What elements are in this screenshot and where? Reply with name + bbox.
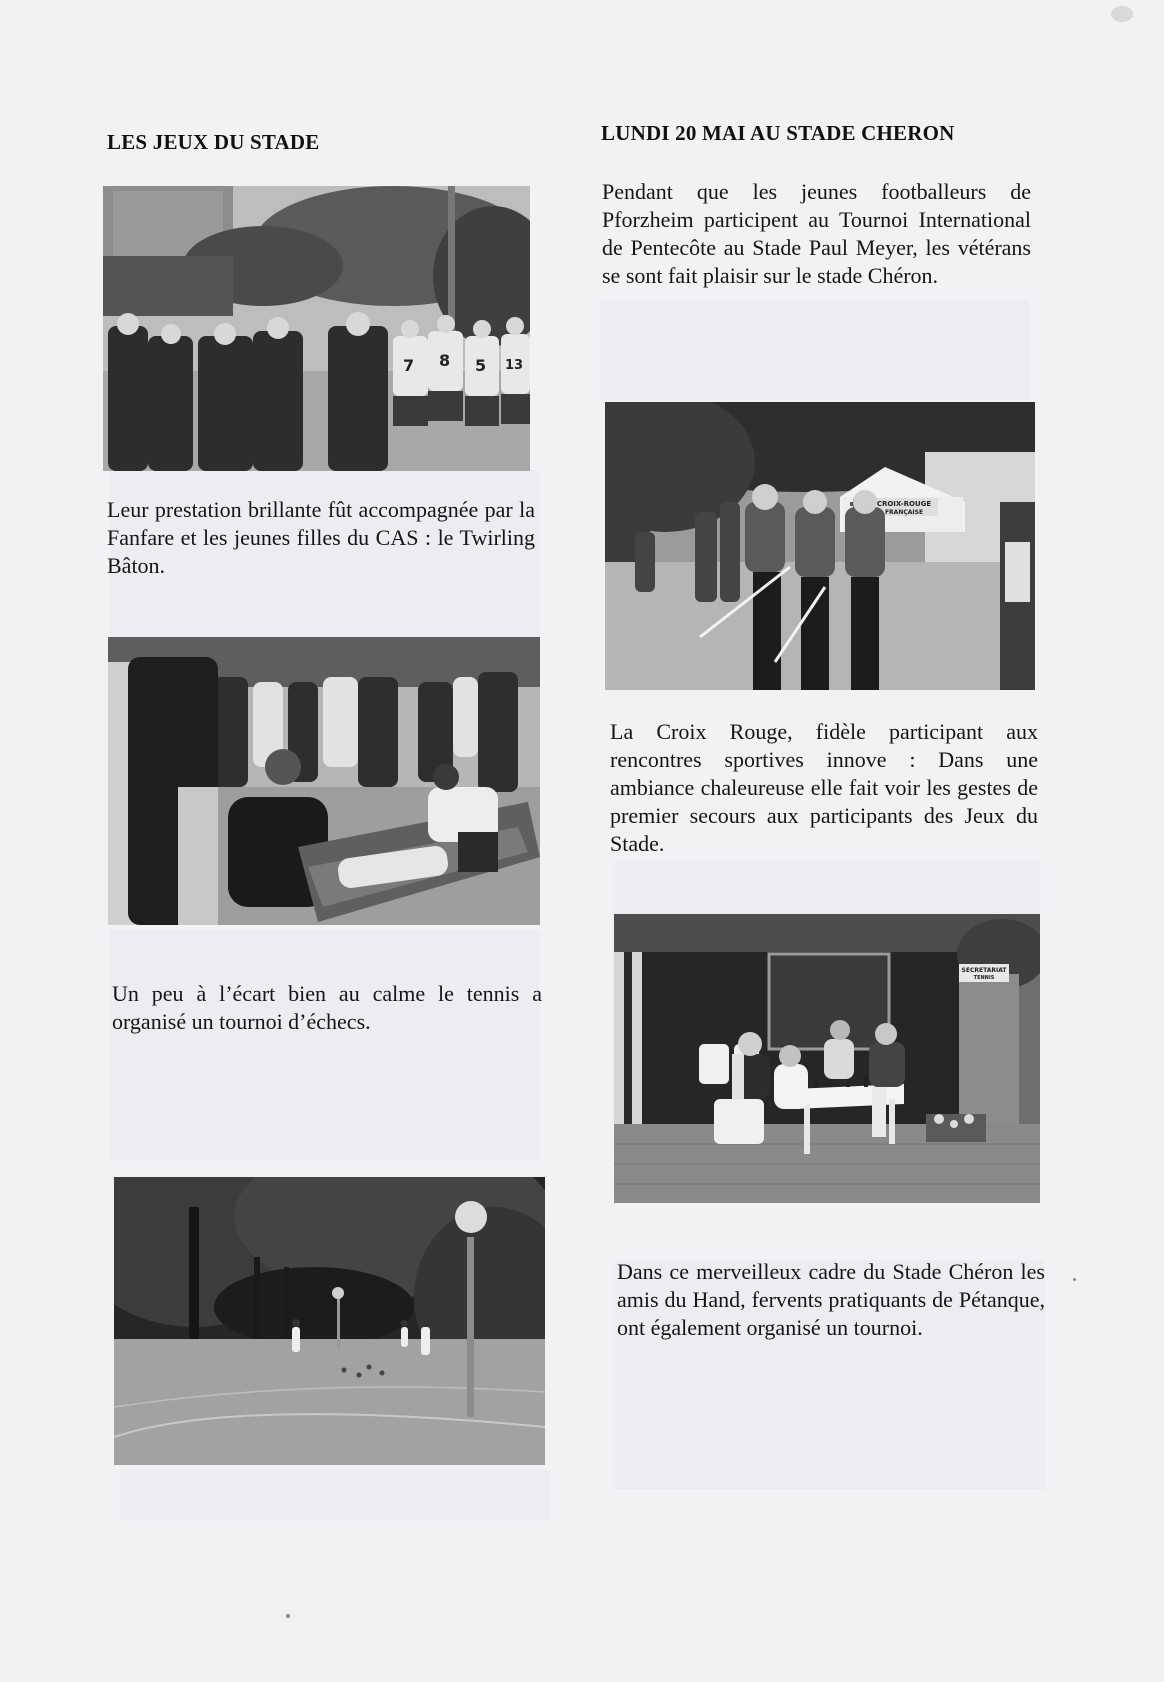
bleed-through-block <box>600 300 1030 400</box>
scan-speck <box>1111 6 1133 22</box>
right-heading: LUNDI 20 MAI AU STADE CHERON <box>601 121 955 145</box>
photo-twirling-baton <box>605 402 1035 690</box>
caption-fanfare: Leur prestation brillante fût accompagnée par la Fanfare et les jeunes filles du CAS : le Twirling Bâton. <box>107 497 535 578</box>
scan-speck <box>1073 1278 1076 1281</box>
bleed-through-block <box>120 1470 550 1520</box>
red-cross-tent-sign: CROIX-ROUGE <box>876 500 932 508</box>
caption-red-cross: La Croix Rouge, fidèle participant aux rencontres sportives innove : Dans une ambiance chaleureuse elle fait voir les gestes de premier secours aux participants des Jeux du Stade. <box>610 719 1038 856</box>
tennis-sign: TENNIS <box>973 975 995 981</box>
photo-chess-tournament <box>614 914 1040 1203</box>
caption-chess: Un peu à l’écart bien au calme le tennis a organisé un tournoi d’échecs. <box>112 981 542 1034</box>
photo-first-aid-demo <box>108 637 540 925</box>
jersey-number: 5 <box>475 356 487 375</box>
red-cross-tent-sign: FRANÇAISE <box>884 509 924 516</box>
photo-veterans-football <box>103 186 530 471</box>
photo-petanque <box>114 1177 545 1465</box>
jersey-number: 13 <box>505 358 524 373</box>
bleed-through-block <box>110 930 540 1160</box>
tennis-sign: SECRETARIAT <box>961 967 1007 974</box>
bleed-through-block <box>615 860 1040 915</box>
left-heading: LES JEUX DU STADE <box>107 130 320 154</box>
jersey-number: 8 <box>439 351 451 370</box>
jersey-number: 7 <box>403 356 415 375</box>
caption-veterans: Pendant que les jeunes footballeurs de Pforzheim participent au Tournoi International de Pentecôte au Stade Paul Meyer, les vétérans se sont fait plaisir sur le stade Chéron. <box>602 179 1031 288</box>
caption-petanque: Dans ce merveilleux cadre du Stade Chéron les amis du Hand, fervents pratiquants de Pétanque, ont également organisé un tournoi. <box>617 1259 1045 1340</box>
scan-speck <box>286 1614 290 1618</box>
